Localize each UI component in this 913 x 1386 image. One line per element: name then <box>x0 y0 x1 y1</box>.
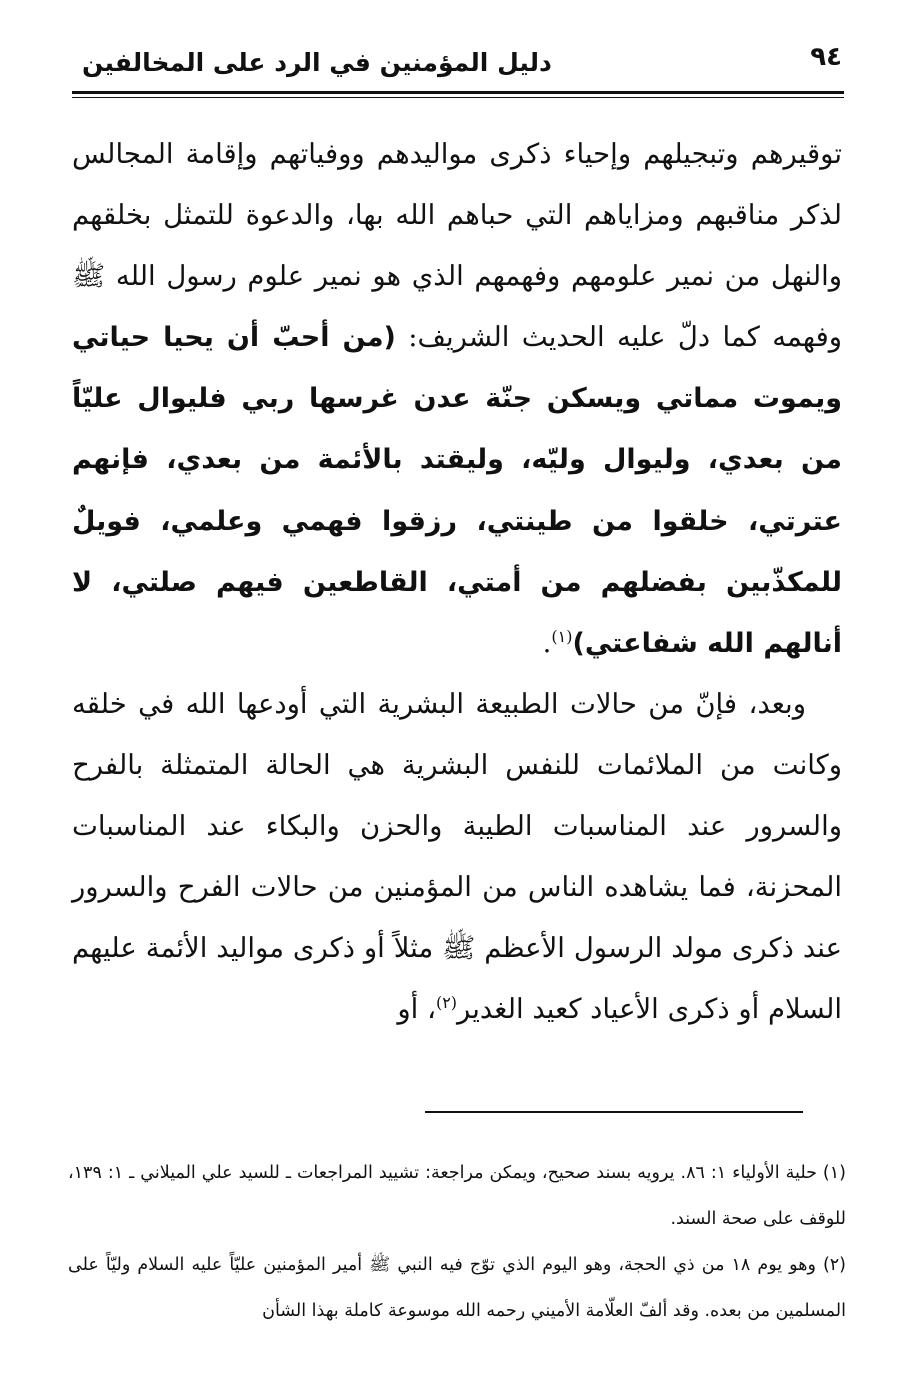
main-text <box>72 124 842 1040</box>
paragraph-2-text: وبعد، فإنّ من حالات الطبيعة البشرية التي أودعها الله في خلقه وكانت من الملائمات للنفس البشرية هي الحالة المتمثلة بالفرح والسرور عند المناسبات الطيبة والحزن والبكاء عند المناسبات المحزنة، فما يشاهده الناس من المؤمنين من حالات الفرح والسرور عند ذكرى مولد الرسول الأعظم ﷺ مثلاً أو ذكرى مواليد الأئمة عليهم السلام أو ذكرى الأعياد كعيد الغدير <box>72 687 842 1026</box>
hadith-quote: (من أحبّ أن يحيا حياتي ويموت مماتي ويسكن جنّة عدن غرسها ربي فليوال عليّاً من بعدي، وليوال وليّه، وليقتد بالأئمة من بعدي، فإنهم عترتي، خلقوا من طينتي، رزقوا فهمي وعلمي، فويلٌ للمكذّبين بفضلهم من أمتي، القاطعين فيهم صلتي، لا أنالهم الله شفاعتي) <box>72 322 842 659</box>
paragraph-1-intro: توقيرهم وتبجيلهم وإحياء ذكرى مواليدهم ووفياتهم وإقامة المجالس لذكر مناقبهم ومزاياهم التي حباهم الله بها، والدعوة للتمثل بخلقهم والنهل من نمير علومهم وفهمهم الذي هو نمير علوم رسول الله ﷺ وفهمه كما دلّ عليه الحديث الشريف: <box>72 138 842 354</box>
page-header <box>72 40 842 88</box>
footnote-1: (١) حلية الأولياء ١: ٨٦. يرويه بسند صحيح، ويمكن مراجعة: تشييد المراجعات ـ للسيد علي الميلاني ـ ١: ١٣٩، للوقف على صحة السند. <box>68 1163 846 1229</box>
footnotes <box>68 1150 846 1334</box>
footnote-ref-2: (٢) <box>435 993 458 1013</box>
footnote-separator <box>425 1111 803 1113</box>
paragraph-1-end: . <box>542 626 552 659</box>
header-rule-thick <box>72 91 844 94</box>
paragraph-2-end: ، أو <box>397 993 436 1026</box>
running-title: دليل المؤمنين في الرد على المخالفين <box>82 48 552 77</box>
paragraph-2 <box>72 674 842 1041</box>
footnote-ref-1: (١) <box>551 626 573 646</box>
paragraph-1 <box>72 124 842 674</box>
header-rule-thin <box>72 97 844 98</box>
footnote-2: (٢) وهو يوم ١٨ من ذي الحجة، وهو اليوم الذي توّج فيه النبي ﷺ أمير المؤمنين عليّاً عليه السلام وليّاً على المسلمين من بعده. وقد ألفّ العلّامة الأميني رحمه الله موسوعة كاملة بهذا الشأن <box>68 1255 846 1321</box>
page-number: ٩٤ <box>810 42 842 72</box>
